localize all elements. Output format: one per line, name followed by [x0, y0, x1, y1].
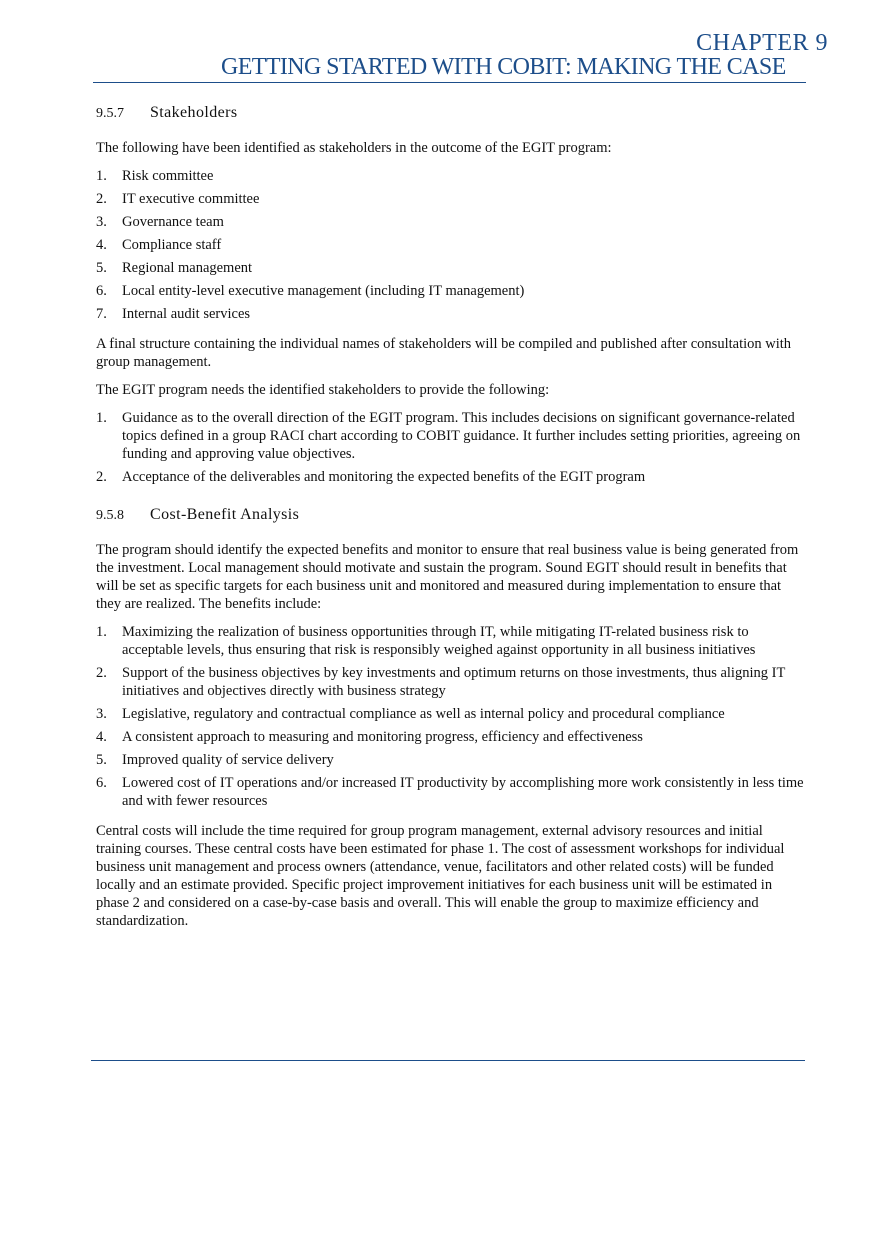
list-item-text: Support of the business objectives by key investments and optimum returns on those investments, thus aligning IT initiatives and objectives directly with business strategy [122, 665, 786, 699]
stakeholders-needs-intro: The EGIT program needs the identified stakeholders to provide the following: [96, 382, 550, 398]
list-item-text: Legislative, regulatory and contractual compliance as well as internal policy and procedural compliance [122, 706, 725, 722]
list-item: 4. A consistent approach to measuring and monitoring progress, efficiency and effectiveness [96, 728, 808, 746]
list-item: 2. Acceptance of the deliverables and monitoring the expected benefits of the EGIT program [96, 468, 808, 486]
list-item: 2. IT executive committee [96, 190, 808, 208]
list-item-text: A consistent approach to measuring and monitoring progress, efficiency and effectiveness [122, 729, 643, 745]
section-number: 9.5.7 [96, 106, 124, 121]
list-item-text: Compliance staff [122, 237, 222, 253]
stakeholders-list [96, 167, 808, 323]
stakeholder-needs-list [96, 409, 808, 486]
list-item-text: Governance team [122, 214, 224, 230]
list-item-text: Maximizing the realization of business opportunities through IT, while mitigating IT-related business risk to acceptable levels, thus ensuring that risk is responsibly weighed against opportunity in all business initiatives [122, 624, 756, 658]
list-item: 5. Improved quality of service delivery [96, 751, 808, 769]
list-item-text: Local entity-level executive management (including IT management) [122, 283, 525, 299]
list-item: 1. Maximizing the realization of business opportunities through IT, while mitigating IT-related business risk to acceptable levels, thus ensuring that risk is responsibly weighed against opportunity in all business initiatives [96, 623, 808, 659]
stakeholders-intro: The following have been identified as stakeholders in the outcome of the EGIT program: [96, 140, 612, 156]
list-item: 4. Compliance staff [96, 236, 808, 254]
chapter-number: CHAPTER 9 [696, 30, 828, 56]
list-item-text: IT executive committee [122, 191, 260, 207]
section-title: Cost-Benefit Analysis [150, 506, 300, 523]
list-item: 2. Support of the business objectives by key investments and optimum returns on those investments, thus aligning IT initiatives and objectives directly with business strategy [96, 664, 808, 700]
section-heading-cost-benefit [96, 506, 808, 525]
list-item: 1. Risk committee [96, 167, 808, 185]
benefits-list [96, 623, 808, 810]
footer-divider [91, 1060, 805, 1061]
list-item-text: Regional management [122, 260, 253, 276]
header-divider [93, 82, 806, 83]
list-item-text: Lowered cost of IT operations and/or increased IT productivity by accomplishing more work consistently in less time and with fewer resources [122, 775, 804, 809]
central-costs-paragraph: Central costs will include the time required for group program management, external advisory resources and initial training courses. These central costs have been estimated for phase 1. The cost of assessment workshops for individual business unit management and process owners (attendance, venue, facilitators and other related costs) will be funded locally and an estimate provided. Specific project improvement initiatives for each business unit will be estimated in phase 2 and considered on a case-by-case basis and overall. This will enable the group to maximize efficiency and standardization. [96, 823, 785, 929]
section-title: Stakeholders [150, 104, 238, 121]
list-item-text: Guidance as to the overall direction of the EGIT program. This includes decisions on significant governance-related topics defined in a group RACI chart according to COBIT guidance. It further includes setting priorities, agreeing on funding and approving value objectives. [122, 410, 801, 462]
list-item: 5. Regional management [96, 259, 808, 277]
section-number: 9.5.8 [96, 508, 124, 523]
list-item-text: Risk committee [122, 168, 214, 184]
list-item: 6. Local entity-level executive management (including IT management) [96, 282, 808, 300]
cost-benefit-intro: The program should identify the expected benefits and monitor to ensure that real business value is being generated from the investment. Local management should motivate and sustain the program. Sound EGIT should result in benefits that will be set as specific targets for each business unit and monitored and measured during implementation to ensure that they are realized. The benefits include: [96, 542, 799, 612]
page-body [96, 104, 808, 940]
stakeholders-structure-paragraph: A final structure containing the individual names of stakeholders will be compiled and published after consultation with group management. [96, 336, 792, 370]
list-item: 1. Guidance as to the overall direction of the EGIT program. This includes decisions on significant governance-related topics defined in a group RACI chart according to COBIT guidance. It further includes setting priorities, agreeing on funding and approving value objectives. [96, 409, 808, 463]
chapter-title: GETTING STARTED WITH COBIT: MAKING THE CASE [221, 54, 786, 80]
list-item: 7. Internal audit services [96, 305, 808, 323]
list-item: 6. Lowered cost of IT operations and/or increased IT productivity by accomplishing more work consistently in less time and with fewer resources [96, 774, 808, 810]
list-item-text: Internal audit services [122, 306, 251, 322]
list-item: 3. Legislative, regulatory and contractual compliance as well as internal policy and procedural compliance [96, 705, 808, 723]
list-item-text: Improved quality of service delivery [122, 752, 334, 768]
section-heading-stakeholders [96, 104, 808, 123]
list-item: 3. Governance team [96, 213, 808, 231]
list-item-text: Acceptance of the deliverables and monitoring the expected benefits of the EGIT program [122, 469, 646, 485]
page-header [0, 0, 880, 90]
